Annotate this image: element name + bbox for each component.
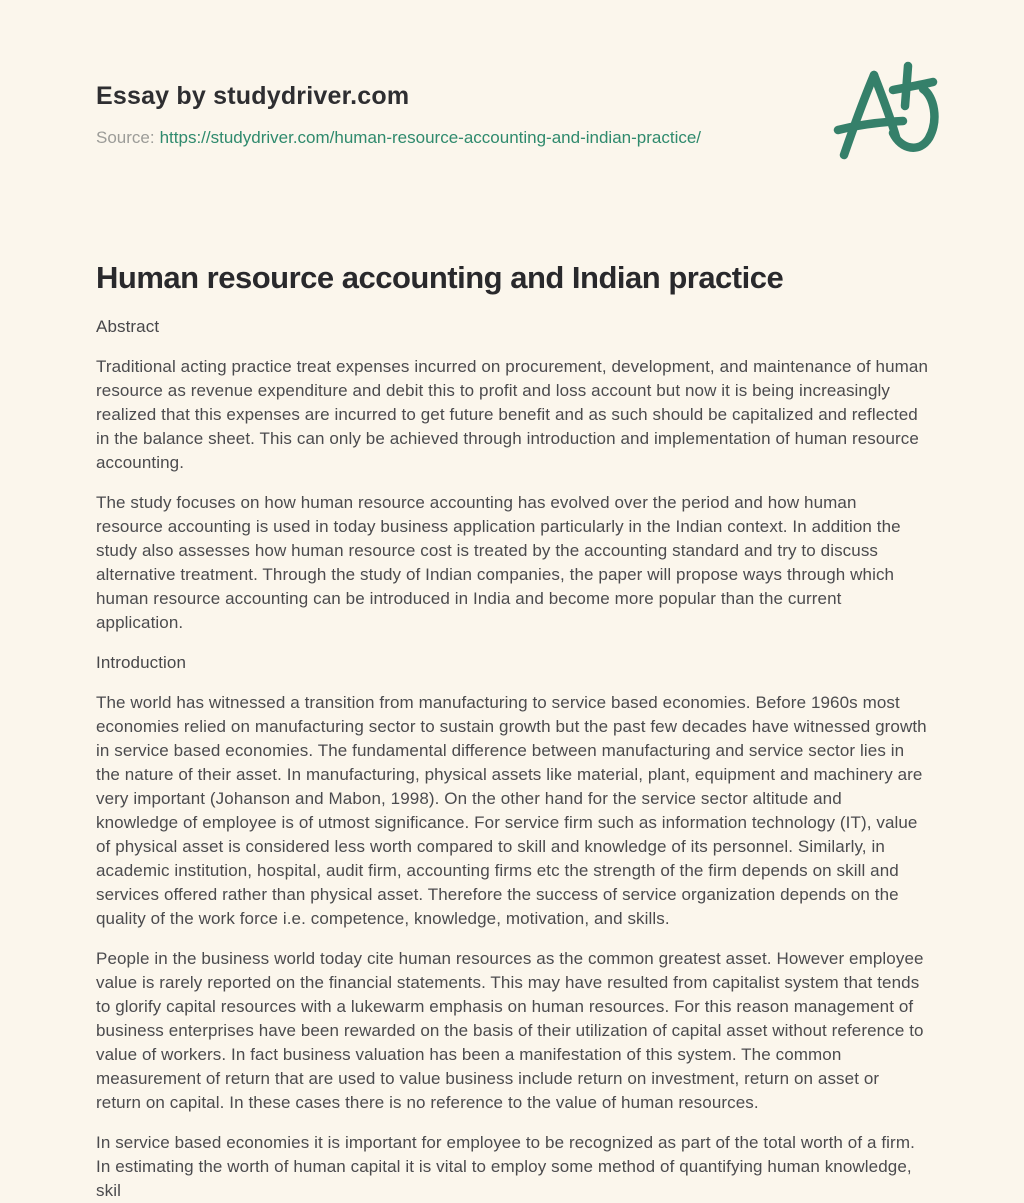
source-link[interactable]: https://studydriver.com/human-resource-accounting-and-indian-practice/ xyxy=(159,128,702,147)
section-heading-abstract: Abstract xyxy=(96,317,160,336)
source-line xyxy=(96,126,928,150)
introduction-paragraph-2: People in the business world today cite human resources as the common greatest asset. However employee value is rarely reported on the financial statements. This may have resulted from capitalist system that tends to glorify capital resources with a lukewarm emphasis on human resources. For this reason management of business enterprises have been rewarded on the basis of their utilization of capital asset without reference to value of workers. In fact business valuation has been a manifestation of this system. The common measurement of return that are used to value business include return on investment, return on asset or return on capital. In these cases there is no reference to the value of human resources. xyxy=(96,949,924,1112)
essay-byline: Essay by studydriver.com xyxy=(96,82,410,110)
section-heading-introduction: Introduction xyxy=(96,653,187,672)
introduction-paragraph-3: In service based economies it is important for employee to be recognized as part of the total worth of a firm. In estimating the worth of human capital it is vital to employ some method of quantifying human knowledge, skil xyxy=(96,1133,915,1200)
a-plus-logo-icon xyxy=(824,58,944,178)
source-label: Source: xyxy=(96,128,155,147)
introduction-paragraph-1: The world has witnessed a transition from manufacturing to service based economies. Before 1960s most economies relied on manufacturing sector to sustain growth but the past few decades have witnessed growth in service based economies. The fundamental difference between manufacturing and service sector lies in the nature of their asset. In manufacturing, physical assets like material, plant, equipment and machinery are very important (Johanson and Mabon, 1998). On the other hand for the service sector altitude and knowledge of employee is of utmost significance. For service firm such as information technology (IT), value of physical asset is considered less worth compared to skill and knowledge of its personnel. Similarly, in academic institution, hospital, audit firm, accounting firms etc the strength of the firm depends on skill and services offered rather than physical asset. Therefore the success of service organization depends on the quality of the work force i.e. competence, knowledge, motivation, and skills. xyxy=(96,693,927,928)
article-body xyxy=(96,257,928,1203)
document-header xyxy=(96,80,928,150)
abstract-paragraph-1: Traditional acting practice treat expenses incurred on procurement, development, and maintenance of human resource as revenue expenditure and debit this to profit and loss account but now it is being increasingly realized that this expenses are incurred to get future benefit and as such should be capitalized and reflected in the balance sheet. This can only be achieved through introduction and implementation of human resource accounting. xyxy=(96,357,929,472)
studydriver-logo xyxy=(824,58,944,178)
abstract-paragraph-2: The study focuses on how human resource accounting has evolved over the period and how human resource accounting is used in today business application particularly in the Indian context. In addition the study also assesses how human resource cost is treated by the accounting standard and try to discuss alternative treatment. Through the study of Indian companies, the paper will propose ways through which human resource accounting can be introduced in India and become more popular than the current application. xyxy=(96,493,901,632)
article-title: Human resource accounting and Indian practice xyxy=(96,260,784,295)
